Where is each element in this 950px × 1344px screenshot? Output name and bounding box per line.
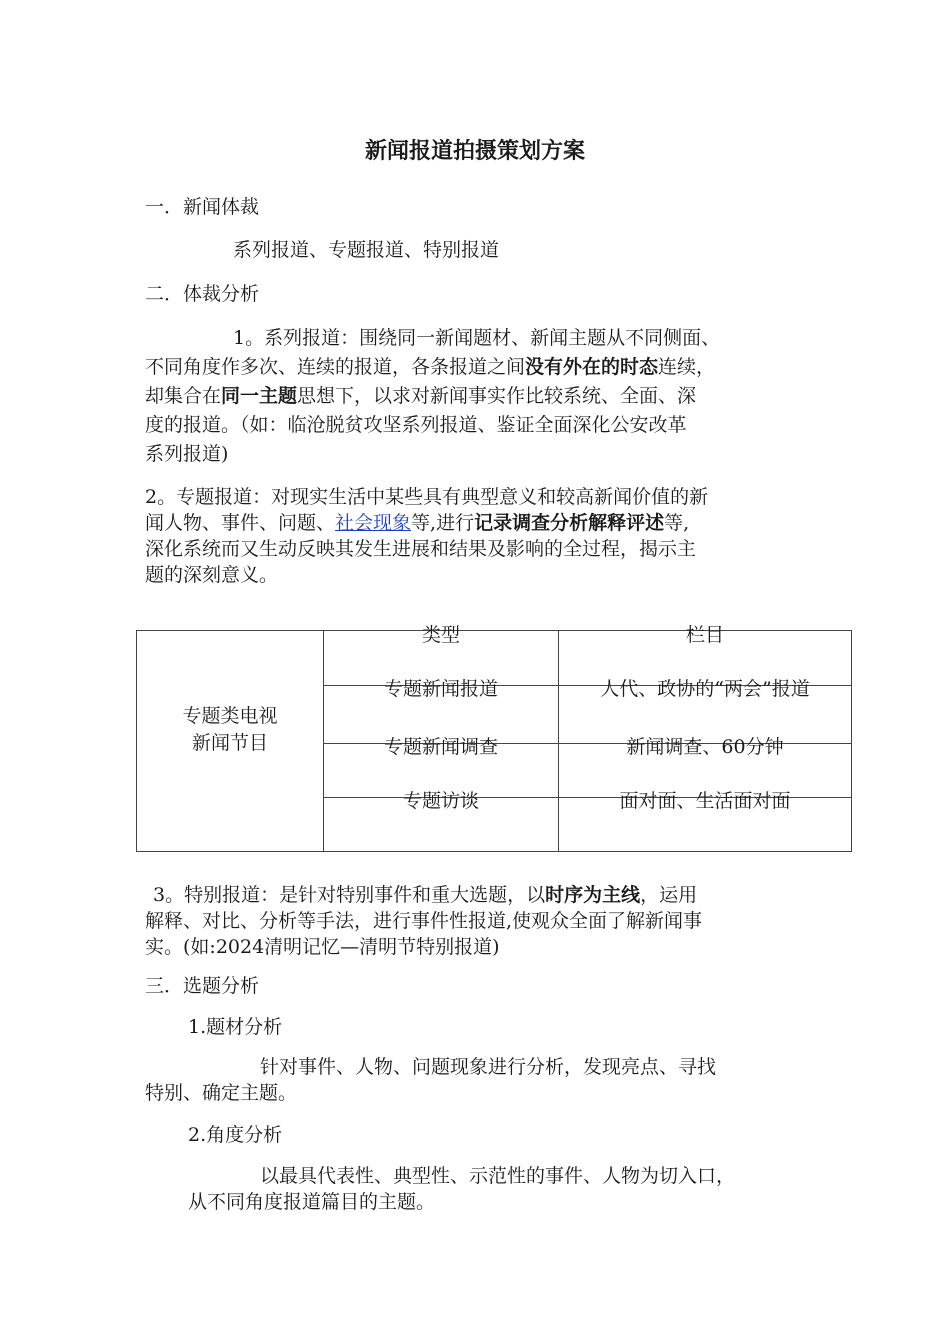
- paragraph-line: 系列报道): [145, 443, 229, 465]
- table-merged-cell: [137, 703, 323, 757]
- text-run: 却集合在: [145, 385, 222, 407]
- bold-text: 没有外在的时态: [525, 356, 659, 378]
- bold-text: 同一主题: [221, 385, 298, 407]
- paragraph-line: [153, 882, 697, 908]
- table-cell: 面对面、生活面对面: [619, 790, 791, 812]
- social-phenomenon-link[interactable]: 社会现象: [335, 512, 412, 534]
- paragraph-line: 解释、对比、分析等手法，进行事件性报道,使观众全面了解新闻事: [145, 910, 703, 932]
- text-run: 不同角度作多次、连续的报道，各条报道之间: [145, 356, 526, 378]
- paragraph-line: [145, 382, 696, 411]
- section-1-heading: 一．新闻体裁: [145, 196, 260, 218]
- cell-text: 新闻节目: [191, 732, 268, 754]
- paragraph-line: 题的深刻意义。: [145, 564, 279, 586]
- section-2-heading: 二．体裁分析: [145, 283, 260, 305]
- text-run: ，运用: [640, 884, 698, 906]
- cell-text: 专题类电视: [182, 705, 278, 727]
- table-header-type: 类型: [421, 624, 460, 646]
- paragraph-line: 针对事件、人物、问题现象进行分析，发现亮点、寻找: [260, 1056, 717, 1078]
- text-run: 等,进行: [411, 512, 475, 534]
- text-run: 思想下，以求对新闻事实作比较系统、全面、深: [297, 385, 697, 407]
- table-cell: 人代、政协的“两会”报道: [600, 678, 810, 700]
- table-border: [136, 851, 852, 852]
- bold-text: 记录调查分析解释评述: [474, 512, 665, 534]
- paragraph-line: 特别、确定主题。: [145, 1082, 298, 1104]
- table-cell: 专题新闻调查: [383, 736, 498, 758]
- paragraph-line: 1。系列报道：围绕同一新闻题材、新闻主题从不同侧面、: [233, 327, 721, 349]
- table-header-column: 栏目: [685, 624, 724, 646]
- paragraph-line: 从不同角度报道篇目的主题。: [188, 1191, 436, 1213]
- section-1-body: 系列报道、专题报道、特别报道: [233, 239, 500, 261]
- text-run: 连续，: [658, 356, 716, 378]
- subsection-1-heading: 1.题材分析: [188, 1016, 283, 1038]
- paragraph-line: 深化系统而又生动反映其发生进展和结果及影响的全过程，揭示主: [145, 538, 697, 560]
- text-run: 闻人物、事件、问题、: [145, 512, 336, 534]
- paragraph-line: 实。(如:2024清明记忆—清明节特别报道): [145, 936, 500, 958]
- table-border: [851, 630, 852, 852]
- subsection-2-heading: 2.角度分析: [188, 1124, 283, 1146]
- bold-text: 时序为主线: [545, 884, 641, 906]
- paragraph-line: 以最具代表性、典型性、示范性的事件、人物为切入口，: [260, 1165, 736, 1187]
- paragraph-line: 2。专题报道：对现实生活中某些具有典型意义和较高新闻价值的新: [145, 486, 709, 508]
- paragraph-line: [145, 510, 689, 536]
- text-run: 3。特别报道：是针对特别事件和重大选题，以: [153, 884, 546, 906]
- table-cell: 新闻调查、60分钟: [626, 736, 784, 758]
- table-cell: 专题访谈: [402, 790, 479, 812]
- document-title: 新闻报道拍摄策划方案: [364, 138, 585, 164]
- paragraph-line: 度的报道。（如：临沧脱贫攻坚系列报道、鉴证全面深化公安改革: [145, 414, 687, 436]
- table-cell: 专题新闻报道: [383, 678, 498, 700]
- section-3-heading: 三．选题分析: [145, 975, 260, 997]
- text-run: 等,: [664, 512, 690, 534]
- paragraph-line: [145, 353, 715, 382]
